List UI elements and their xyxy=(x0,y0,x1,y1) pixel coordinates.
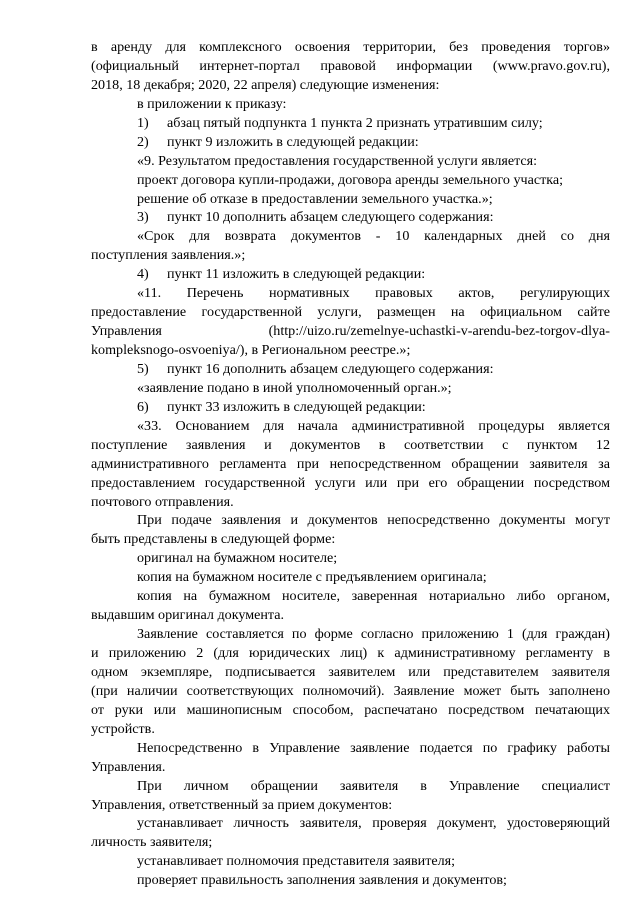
text-line: «33. Основанием для начала административной процедуры является xyxy=(137,417,610,434)
text-line: проверяет правильность заполнения заявления и документов; xyxy=(137,872,507,889)
text-line: в приложении к приказу: xyxy=(137,95,287,112)
numbered-item-line xyxy=(91,360,610,379)
text-line: При личном обращении заявителя в Управление специалист xyxy=(137,777,610,794)
numbered-item-line xyxy=(91,208,610,227)
item-text: пункт 9 изложить в следующей редакции: xyxy=(167,133,419,150)
item-text: пункт 16 дополнить абзацем следующего содержания: xyxy=(167,360,494,377)
text-line: быть представлены в следующей форме: xyxy=(91,531,336,548)
item-text: пункт 11 изложить в следующей редакции: xyxy=(167,266,426,283)
numbered-item-line xyxy=(91,265,610,284)
item-text: пункт 33 изложить в следующей редакции: xyxy=(167,398,426,415)
text-line: (при наличии соответствующих полномочий). Заявление может быть заполнено xyxy=(91,682,610,699)
item-text: пункт 10 дополнить абзацем следующего содержания: xyxy=(167,209,494,226)
text-line: проект договора купли-продажи, договора аренды земельного участка; xyxy=(137,171,564,188)
text-line: Заявление составляется по форме согласно приложению 1 (для граждан) xyxy=(137,626,610,643)
text-line: в аренду для комплексного освоения территории, без проведения торгов» xyxy=(91,39,610,55)
text-line: личность заявителя; xyxy=(91,834,213,851)
numbered-item-line xyxy=(91,133,610,152)
text-line: (официальный интернет-портал правовой информации (www.pravo.gov.ru), xyxy=(91,57,610,74)
text-line: предоставление государственной услуги, размещен на официальном сайте xyxy=(91,304,610,321)
item-text: абзац пятый подпункта 1 пункта 2 признать утратившим силу; xyxy=(167,114,543,131)
item-number: 6) xyxy=(137,398,149,415)
text-line: Управления, ответственный за прием документов: xyxy=(91,796,393,813)
text-line: административного регламента при непосредственном обращении заявителя за xyxy=(91,455,610,472)
text-line: оригинал на бумажном носителе; xyxy=(137,550,338,567)
text-line: устанавливает полномочия представителя заявителя; xyxy=(137,853,456,870)
text-line: Управления (http://uizo.ru/zemelnye-uchastki-v-arendu-bez-torgov-dlya- xyxy=(91,323,610,340)
text-line: kompleksnogo-osvoeniya/), в Региональном реестре.»; xyxy=(91,342,411,358)
text-line: «Срок для возврата документов - 10 календарных дней со дня xyxy=(137,228,610,245)
numbered-item-line xyxy=(91,114,610,133)
text-line: устанавливает личность заявителя, проверяя документ, удостоверяющий xyxy=(137,815,610,832)
text-line: выдавшим оригинал документа. xyxy=(91,607,285,624)
item-number: 1) xyxy=(137,114,149,131)
text-line: «11. Перечень нормативных правовых актов, регулирующих xyxy=(137,285,610,302)
document-body xyxy=(91,38,610,890)
text-line: При подаче заявления и документов непосредственно документы могут xyxy=(137,512,610,529)
text-line: «заявление подано в иной уполномоченный орган.»; xyxy=(137,379,452,396)
text-line: Управления. xyxy=(91,758,166,775)
text-line: решение об отказе в предоставлении земельного участка.»; xyxy=(137,190,493,207)
text-line: копия на бумажном носителе, заверенная нотариально либо органом, xyxy=(137,588,610,605)
text-line: поступления заявления.»; xyxy=(91,247,246,264)
text-line: одном экземпляре, подписывается заявителем или представителем заявителя xyxy=(91,663,610,680)
text-line: почтового отправления. xyxy=(91,493,234,510)
text-line: от руки или машинописным способом, распечатано посредством печатающих xyxy=(91,701,610,718)
text-line: устройств. xyxy=(91,720,155,737)
numbered-item-line xyxy=(91,398,610,417)
item-number: 2) xyxy=(137,133,149,150)
text-line: «9. Результатом предоставления государственной услуги является: xyxy=(137,152,538,169)
text-line: Непосредственно в Управление заявление подается по графику работы xyxy=(137,739,610,756)
text-line: 2018, 18 декабря; 2020, 22 апреля) следующие изменения: xyxy=(91,76,440,93)
text-line: предоставлением государственной услуги или при его обращении посредством xyxy=(91,474,610,491)
text-line: поступление заявления и документов в соответствии с пунктом 12 xyxy=(91,436,610,453)
item-number: 5) xyxy=(137,360,149,377)
text-line: копия на бумажном носителе с предъявлением оригинала; xyxy=(137,569,487,586)
text-line: и приложению 2 (для юридических лиц) к административному регламенту в xyxy=(91,645,610,661)
item-number: 4) xyxy=(137,266,149,283)
item-number: 3) xyxy=(137,209,149,226)
